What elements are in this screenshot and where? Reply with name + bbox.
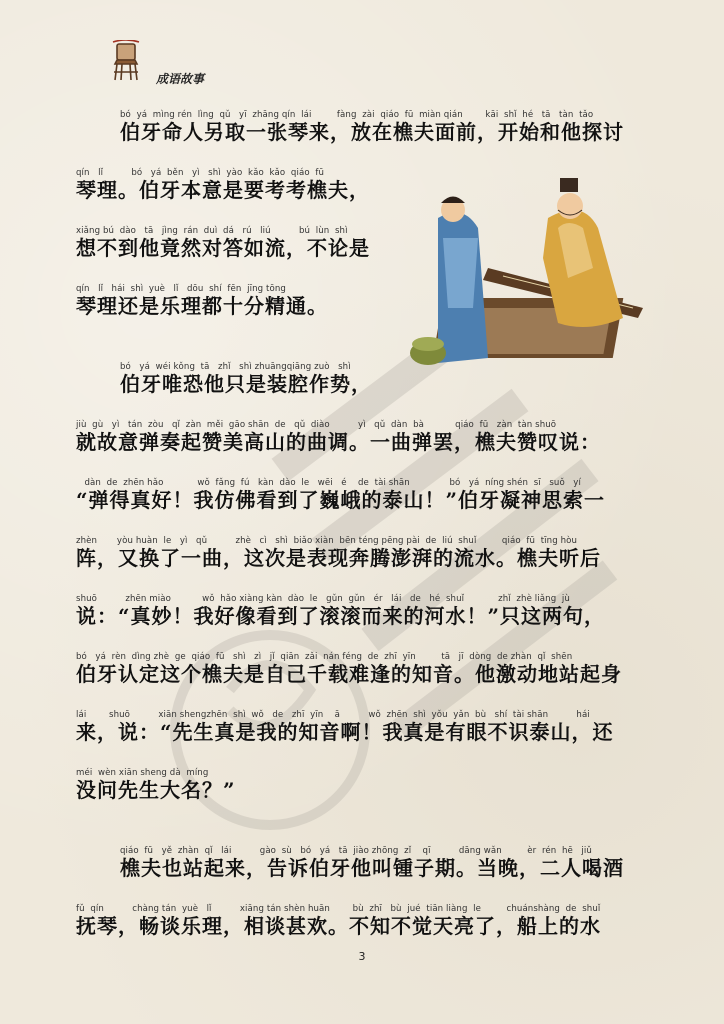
musicians-illustration-icon xyxy=(408,158,648,380)
pinyin-line: bó yá mìng rén lìng qǔ yī zhāng qín lái fàng zài qiáo fū miàn qián kāi shǐ hé tā tàn tǎo xyxy=(120,110,594,120)
text-line xyxy=(76,226,370,260)
text-line xyxy=(120,846,624,880)
pinyin-line: fǔ qín chàng tán yuè lǐ xiāng tán shèn huān bù zhī bù jué tiān liàng le chuánshàng de shuǐ xyxy=(76,904,601,914)
pinyin-line: zhèn yòu huàn le yì qǔ zhè cì shì biǎo xiàn bēn téng pēng pài de liú shuǐ qiáo fū tīng hòu xyxy=(76,536,578,546)
chinese-line: 来，说：“先生真是我的知音啊！我真是有眼不识泰山，还 xyxy=(76,720,614,744)
page-number: 3 xyxy=(358,950,366,963)
chinese-line: 说：“真妙！我好像看到了滚滚而来的河水！”只这两句， xyxy=(76,604,606,628)
header-title: 成语故事 xyxy=(156,72,205,86)
text-line xyxy=(120,362,372,396)
text-line xyxy=(120,110,624,144)
text-line xyxy=(76,594,605,628)
pinyin-line: qiáo fū yě zhàn qǐ lái gào sù bó yá tā jiào zhōng zǐ qī dāng wǎn èr rén hē jiǔ xyxy=(120,846,592,856)
text-line xyxy=(76,284,328,318)
chinese-line: 抚琴，畅谈乐理，相谈甚欢。不知不觉天亮了，船上的水 xyxy=(76,914,601,938)
pinyin-line: xiǎng bú dào tā jìng rán duì dá rú liú bú lùn shì xyxy=(76,226,348,236)
chinese-line: 就故意弹奏起赞美高山的曲调。一曲弹罢，樵夫赞叹说： xyxy=(76,430,601,454)
pinyin-line: lái shuō xiān shengzhēn shì wǒ de zhī yīn ā wǒ zhēn shì yǒu yǎn bù shí tài shān hái xyxy=(76,710,590,720)
pinyin-line: méi wèn xiān sheng dà míng xyxy=(76,768,209,778)
pinyin-line: bó yá wéi kǒng tā zhǐ shì zhuāngqiāng zuò shì xyxy=(120,362,351,372)
chinese-line: 没问先生大名？” xyxy=(76,778,236,802)
text-line xyxy=(76,536,601,570)
pinyin-line: dàn de zhēn hǎo wǒ fǎng fú kàn dào le wēi é de tài shān bó yá níng shén sī suǒ yí xyxy=(76,478,581,488)
chinese-line: 想不到他竟然对答如流，不论是 xyxy=(76,236,370,260)
pinyin-line: shuō zhēn miào wǒ hǎo xiàng kàn dào le gǔn gǔn ér lái de hé shuǐ zhǐ zhè liǎng jù xyxy=(76,594,570,604)
pinyin-line: qín lǐ hái shì yuè lǐ dōu shí fēn jīng tōng xyxy=(76,284,286,294)
chinese-line: 伯牙认定这个樵夫是自己千载难逢的知音。他激动地站起身 xyxy=(76,662,622,686)
chair-icon xyxy=(108,40,144,84)
chinese-line: 伯牙命人另取一张琴来，放在樵夫面前，开始和他探讨 xyxy=(120,120,624,144)
pinyin-line: qín lǐ bó yá běn yì shì yào kǎo kǎo qiáo fū xyxy=(76,168,325,178)
pinyin-line: bó yá rèn dìng zhè ge qiáo fū shì zì jǐ qiān zǎi nán féng de zhī yīn tā jī dòng de zhàn qǐ shēn xyxy=(76,652,573,662)
text-line xyxy=(76,478,605,512)
text-line xyxy=(76,768,236,802)
chinese-line: 伯牙唯恐他只是装腔作势， xyxy=(120,372,372,396)
text-line xyxy=(76,168,370,202)
text-line xyxy=(76,420,601,454)
chinese-line: 樵夫也站起来，告诉伯牙他叫锺子期。当晚，二人喝酒 xyxy=(120,856,624,880)
text-line xyxy=(76,652,622,686)
text-line xyxy=(76,904,601,938)
chinese-line: 琴理还是乐理都十分精通。 xyxy=(76,294,328,318)
chinese-line: 阵，又换了一曲，这次是表现奔腾澎湃的流水。樵夫听后 xyxy=(76,546,601,570)
pinyin-line: jiù gù yì tán zòu qǐ zàn měi gāo shān de qǔ diào yì qǔ dàn bà qiáo fū zàn tàn shuō xyxy=(76,420,557,430)
chinese-line: “弹得真好！我仿佛看到了巍峨的泰山！”伯牙凝神思索一 xyxy=(76,488,606,512)
text-line xyxy=(76,710,614,744)
chinese-line: 琴理。伯牙本意是要考考樵夫， xyxy=(76,178,370,202)
